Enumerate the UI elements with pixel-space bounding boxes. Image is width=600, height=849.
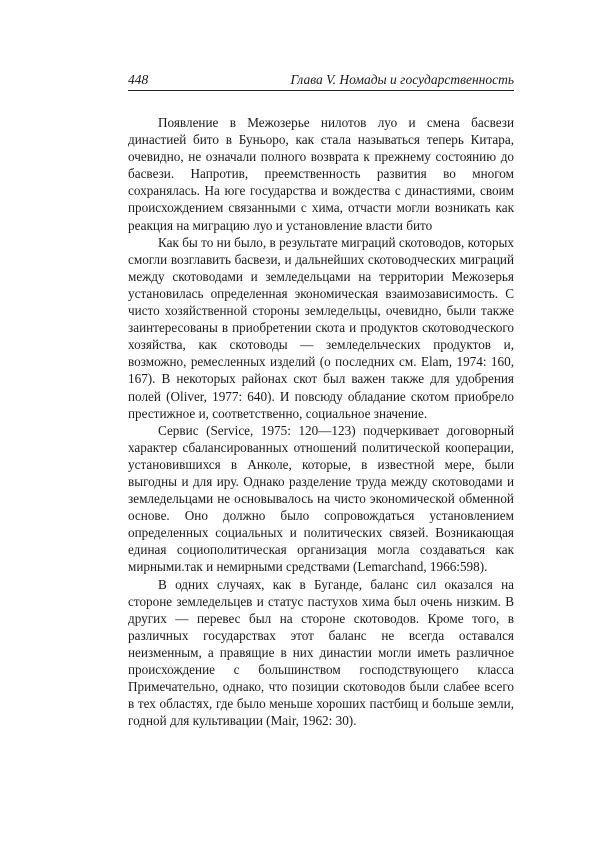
paragraph-2: Как бы то ни было, в результате миграций скотоводов, которых смогли возглавить басвези, и дальнейших скотоводческих миграций между скотоводами и земледельцами на территории Межозерья установилась определенная экономическая взаимозависимость. С чисто хозяйственной стороны земледельцы, очевидно, были также заинтересованы в приобретении скота и продуктов скотоводческого хозяйства, как скотоводы — земледельческих продуктов и, возможно, ремесленных изделий (о последних см. Elam, 1974: 160, 167). В некоторых районах скот был важен также для удобрения полей (Oliver, 1977: 640). И повсюду обладание скотом приобрело престижное и, соответственно, социальное значение. xyxy=(128,234,514,421)
page-number: 448 xyxy=(128,72,149,87)
header-rule xyxy=(128,90,514,91)
paragraph-3: Сервис (Service, 1975: 120—123) подчеркивает договорный характер сбалансированных отношений политической кооперации, установившихся в Анколе, которые, в известной мере, были выгодны и для иру. Однако разделение труда между скотоводами и земледельцами не основывалось на чисто экономической обменной основе. Оно должно было сопровождаться установлением определенных социальных и политических связей. Возникающая единая социополитическая организация могла создаваться как мирными.так и немирными средствами (Lemarchand, 1966:598). xyxy=(128,422,514,575)
body-text xyxy=(128,114,514,729)
paragraph-4: В одних случаях, как в Буганде, баланс сил оказался на стороне земледельцев и статус пастухов хима был очень низким. В других — перевес был на стороне скотоводов. Кроме того, в различных государствах этот баланс не всегда оставался неизменным, а правящие в них династии могли иметь различное происхождение с большинством господствующего класса Примечательно, однако, что позиции скотоводов были слабее всего в тех областях, где было меньше хороших пастбищ и больше земли, годной для культивации (Mair, 1962: 30). xyxy=(128,576,514,729)
page-header xyxy=(128,71,514,89)
running-title: Глава V. Номады и государственность xyxy=(290,72,514,87)
paragraph-1: Появление в Межозерье нилотов луо и смена басвези династией бито в Буньоро, как стала называться теперь Китара, очевидно, не означали полного возврата к прежнему состоянию до басвези. Напротив, преемственность развития во многом сохранялась. На юге государства и вождества с династиями, своим происхождением связанными с хима, отчасти могли возникать как реакция на миграцию луо и установление власти бито xyxy=(128,115,514,233)
